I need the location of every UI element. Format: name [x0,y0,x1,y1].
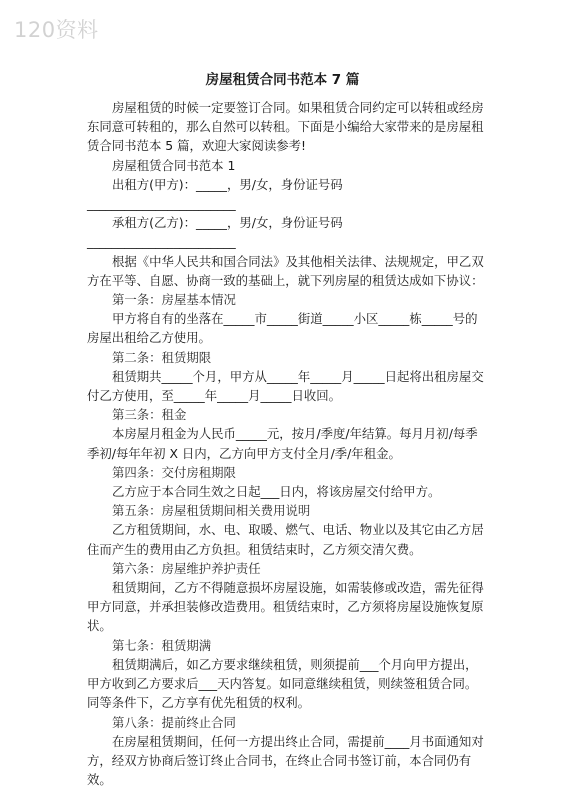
lessee-line: 承租方(乙方)：_____，男/女，身份证号码________________________ [87,215,343,250]
article-3-heading: 第三条：租金 [112,407,187,423]
document-title: 房屋租赁合同书范本 7 篇 [205,72,360,88]
article-3-body: 本房屋月租金为人民币_____元，按月/季度/年结算。每月月初/每季季初/每年年初 X 日内，乙方向甲方支付全月/季/年租金。 [87,426,478,461]
article-7-heading: 第七条：租赁期满 [112,637,212,653]
article-6-heading: 第六条：房屋维护养护责任 [112,560,261,576]
intro-paragraph: 房屋租赁的时候一定要签订合同。如果租赁合同约定可以转租或经房东同意可转租的，那么自然可以转租。下面是小编给大家带来的是房屋租赁合同书范本 5 篇，欢迎大家阅读参考! [87,100,484,154]
article-5-heading: 第五条：房屋租赁期间相关费用说明 [112,503,311,519]
article-2-heading: 第二条：租赁期限 [112,349,212,365]
article-4-body: 乙方应于本合同生效之日起___日内，将该房屋交付给甲方。 [112,484,441,500]
document-body [87,98,485,789]
article-8-heading: 第八条：提前终止合同 [112,714,236,730]
article-6-body: 租赁期间，乙方不得随意损坏房屋设施，如需装修或改造，需先征得甲方同意，并承担装修改造费用。租赁结束时，乙方须将房屋设施恢复原状。 [87,580,484,634]
article-1-body: 甲方将自有的坐落在_____市_____街道_____小区_____栋_____号的房屋出租给乙方使用。 [87,311,478,346]
lessor-line: 出租方(甲方)：_____，男/女，身份证号码________________________ [87,176,343,212]
article-1-heading: 第一条：房屋基本情况 [112,292,236,308]
article-4-heading: 第四条：交付房租期限 [112,464,236,480]
template-heading: 房屋租赁合同书范本 1 [112,157,236,173]
watermark-logo: 120资料 [14,18,99,42]
article-8-body: 在房屋租赁期间，任何一方提出终止合同，需提前____月书面通知对方，经双方协商后签订终止合同书，在终止合同书签订前，本合同仍有效。 [87,733,484,788]
article-5-body: 乙方租赁期间，水、电、取暖、燃气、电话、物业以及其它由乙方居住而产生的费用由乙方负担。租赁结束时，乙方须交清欠费。 [87,522,484,557]
article-7-body: 租赁期满后，如乙方要求继续租赁，则须提前___个月向甲方提出，甲方收到乙方要求后___天内答复。如同意继续租赁，则续签租赁合同。同等条件下，乙方享有优先租赁的权利。 [87,656,478,711]
article-2-body: 租赁期共_____个月，甲方从_____年_____月_____日起将出租房屋交付乙方使用，至_____年_____月_____日收回。 [87,368,484,404]
preamble-paragraph: 根据《中华人民共和国合同法》及其他相关法律、法规规定，甲乙双方在平等、自愿、协商一致的基础上，就下列房屋的租赁达成如下协议： [87,253,484,288]
